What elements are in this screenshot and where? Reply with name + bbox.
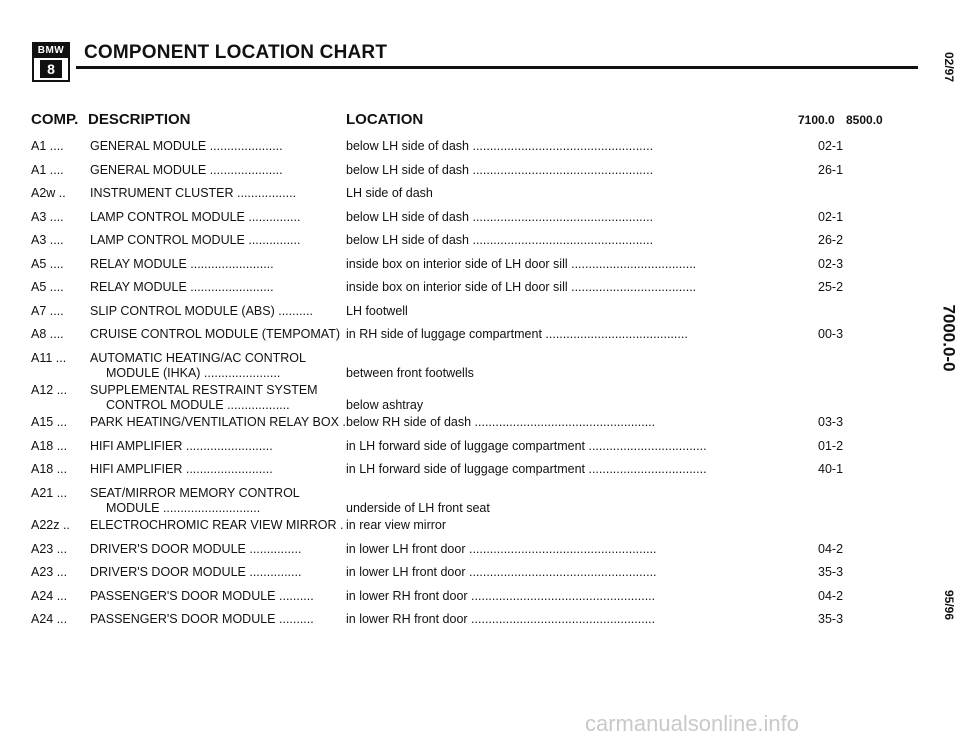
row-description-cont: MODULE ............................	[106, 501, 261, 515]
row-location: below RH side of dash ....................................................	[346, 415, 656, 429]
table-row	[0, 280, 960, 300]
watermark: carmanualsonline.info	[585, 711, 800, 736]
page-title: COMPONENT LOCATION CHART	[84, 42, 388, 63]
row-code: A18 ...	[31, 439, 68, 453]
row-location: inside box on interior side of LH door sill ....................................	[346, 280, 697, 294]
header-location: LOCATION	[346, 111, 424, 128]
row-description: RELAY MODULE ........................	[90, 280, 274, 294]
row-code: A24 ...	[31, 589, 68, 603]
row-location: underside of LH front seat	[346, 501, 490, 515]
row-code: A11 ...	[31, 351, 67, 365]
row-description: CRUISE CONTROL MODULE (TEMPOMAT)	[90, 327, 341, 341]
row-location: inside box on interior side of LH door sill ....................................	[346, 257, 697, 271]
table-row	[0, 565, 960, 585]
row-code: A21 ...	[31, 486, 68, 500]
row-location: in lower RH front door .....................................................	[346, 612, 656, 626]
header-comp: COMP.	[31, 111, 79, 128]
row-ref: 02-1	[818, 139, 844, 153]
row-description: SLIP CONTROL MODULE (ABS) ..........	[90, 304, 313, 318]
row-ref: 02-1	[818, 210, 844, 224]
side-margin	[930, 0, 960, 744]
row-code: A5 ....	[31, 257, 64, 271]
row-location: LH side of dash	[346, 186, 433, 200]
row-description: ELECTROCHROMIC REAR VIEW MIRROR .	[90, 518, 344, 532]
table-row	[0, 210, 960, 230]
row-code: A7 ....	[31, 304, 64, 318]
row-location: below LH side of dash ....................................................	[346, 210, 654, 224]
row-ref: 35-3	[818, 612, 844, 626]
row-location: in lower RH front door .....................................................	[346, 589, 656, 603]
table-row	[0, 589, 960, 609]
row-description: PARK HEATING/VENTILATION RELAY BOX .	[90, 415, 346, 429]
row-ref: 26-1	[818, 163, 844, 177]
side-year: 95/96	[941, 589, 956, 621]
row-code: A2w ..	[31, 186, 66, 200]
row-description: DRIVER'S DOOR MODULE ...............	[90, 542, 302, 556]
row-code: A23 ...	[31, 542, 68, 556]
row-ref: 40-1	[818, 462, 844, 476]
row-location: below LH side of dash ....................................................	[346, 163, 654, 177]
table-row	[0, 186, 960, 206]
row-ref: 03-3	[818, 415, 844, 429]
row-ref: 01-2	[818, 439, 844, 453]
row-description: HIFI AMPLIFIER .........................	[90, 462, 273, 476]
table-row	[0, 542, 960, 562]
row-code: A23 ...	[31, 565, 68, 579]
row-location: in rear view mirror	[346, 518, 447, 532]
row-ref: 00-3	[818, 327, 844, 341]
table-row	[0, 439, 960, 459]
row-code: A12 ...	[31, 383, 68, 397]
row-location: in lower LH front door ......................................................	[346, 565, 657, 579]
row-location: between front footwells	[346, 366, 474, 380]
row-location: below ashtray	[346, 398, 424, 412]
row-code: A1 ....	[31, 139, 64, 153]
row-description: PASSENGER'S DOOR MODULE ..........	[90, 589, 314, 603]
row-description: PASSENGER'S DOOR MODULE ..........	[90, 612, 314, 626]
row-ref: 02-3	[818, 257, 844, 271]
table-row	[0, 139, 960, 159]
row-code: A18 ...	[31, 462, 68, 476]
bmw-8-logo	[32, 42, 70, 82]
side-page-id: 7000.0-0	[939, 304, 959, 372]
table-row	[0, 327, 960, 347]
title-rule	[76, 66, 918, 69]
row-description: SEAT/MIRROR MEMORY CONTROL	[90, 486, 300, 500]
row-description: AUTOMATIC HEATING/AC CONTROL	[90, 351, 306, 365]
table-row	[0, 415, 960, 435]
row-code: A5 ....	[31, 280, 64, 294]
row-code: A8 ....	[31, 327, 64, 341]
row-description: LAMP CONTROL MODULE ...............	[90, 210, 301, 224]
row-location: in LH forward side of luggage compartment ..................................	[346, 439, 707, 453]
logo-series-number: 8	[40, 60, 62, 78]
row-ref: 25-2	[818, 280, 844, 294]
row-ref: 26-2	[818, 233, 844, 247]
table-row	[0, 383, 960, 412]
row-code: A22z ..	[31, 518, 70, 532]
table-row	[0, 233, 960, 253]
row-code: A3 ....	[31, 233, 64, 247]
row-code: A3 ....	[31, 210, 64, 224]
row-description: GENERAL MODULE .....................	[90, 163, 283, 177]
table-row	[0, 462, 960, 482]
row-description: HIFI AMPLIFIER .........................	[90, 439, 273, 453]
table-row	[0, 612, 960, 632]
row-location: in LH forward side of luggage compartment ..................................	[346, 462, 707, 476]
row-location: below LH side of dash ....................................................	[346, 233, 654, 247]
table-row	[0, 304, 960, 324]
row-location: in lower LH front door ......................................................	[346, 542, 657, 556]
row-description-cont: CONTROL MODULE ..................	[106, 398, 290, 412]
row-location: LH footwell	[346, 304, 408, 318]
table-row	[0, 518, 960, 538]
row-description: GENERAL MODULE .....................	[90, 139, 283, 153]
row-location: in RH side of luggage compartment .........................................	[346, 327, 688, 341]
row-description: INSTRUMENT CLUSTER .................	[90, 186, 297, 200]
row-description: DRIVER'S DOOR MODULE ...............	[90, 565, 302, 579]
table-row	[0, 257, 960, 277]
row-description-cont: MODULE (IHKA) ......................	[106, 366, 281, 380]
row-ref: 04-2	[818, 589, 844, 603]
header-description: DESCRIPTION	[88, 111, 191, 128]
header-7100: 7100.0	[798, 113, 835, 127]
header-8500: 8500.0	[846, 113, 883, 127]
row-code: A1 ....	[31, 163, 64, 177]
table-row	[0, 163, 960, 183]
logo-bmw-text: BMW	[34, 44, 68, 58]
row-description: SUPPLEMENTAL RESTRAINT SYSTEM	[90, 383, 318, 397]
table-row	[0, 486, 960, 515]
row-ref: 04-2	[818, 542, 844, 556]
row-code: A24 ...	[31, 612, 68, 626]
row-ref: 35-3	[818, 565, 844, 579]
side-date: 02/97	[941, 51, 956, 83]
row-code: A15 ...	[31, 415, 68, 429]
table-row	[0, 351, 960, 380]
row-location: below LH side of dash ....................................................	[346, 139, 654, 153]
row-description: LAMP CONTROL MODULE ...............	[90, 233, 301, 247]
row-description: RELAY MODULE ........................	[90, 257, 274, 271]
